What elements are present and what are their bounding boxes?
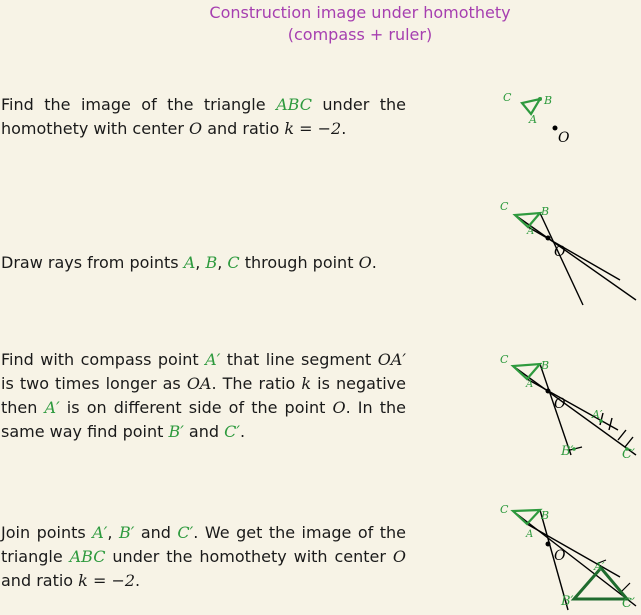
point-o [553, 126, 558, 131]
ray-from-c [513, 511, 636, 606]
ray-from-a [528, 227, 620, 280]
text-segment: is two times longer as [1, 374, 187, 393]
step-4-text [1, 521, 406, 593]
step-1-text [1, 93, 406, 141]
label-c: C [500, 200, 509, 213]
math-expression: O [392, 547, 407, 566]
text-segment: , [107, 523, 119, 542]
figure-step-1 [480, 80, 640, 160]
math-expression: O [332, 398, 346, 417]
label-a2: A′ [594, 560, 605, 573]
label-c: C [500, 353, 509, 366]
text-segment: Find with compass point [1, 350, 206, 369]
point-o [546, 389, 551, 394]
label-b: B [544, 94, 553, 107]
math-expression: k = −2 [78, 571, 136, 590]
text-segment: that line segment [220, 350, 378, 369]
label-a2: A′ [592, 408, 603, 421]
step-2-text [1, 251, 406, 275]
math-expression: C′ [224, 422, 240, 441]
triangle-abc [522, 99, 540, 114]
label-b: B [541, 205, 550, 218]
math-expression: B [205, 253, 218, 272]
label-o: O [554, 548, 566, 564]
math-expression: ABC [276, 95, 312, 114]
label-c: C [503, 91, 512, 104]
text-segment: is negative then [1, 374, 406, 417]
point-b [538, 97, 542, 101]
compass-mark-c2 [622, 583, 630, 591]
math-expression: ABC [69, 547, 106, 566]
label-c: C [500, 503, 509, 516]
math-expression: A [183, 253, 196, 272]
label-b: B [541, 359, 550, 372]
math-expression: C′ [177, 523, 194, 542]
text-segment: Draw rays from points [1, 253, 184, 272]
math-expression: A′ [205, 350, 221, 369]
text-segment: . [240, 422, 246, 441]
compass-mark-c2 [618, 430, 626, 440]
math-expression: C [227, 253, 240, 272]
label-b2: B′ [561, 594, 574, 609]
label-c2: C′ [622, 596, 635, 611]
label-a: A [529, 113, 537, 126]
text-segment: . [341, 119, 347, 138]
label-o: O [554, 396, 566, 412]
title-line-1: Construction image under homothety [209, 3, 511, 22]
text-segment: . In the same way find point [1, 398, 407, 441]
triangle-abc [515, 213, 540, 227]
text-segment: . [135, 571, 141, 590]
point-o [546, 236, 551, 241]
math-expression: OA′ [377, 350, 406, 369]
text-segment: , [195, 253, 206, 272]
page-title [140, 2, 580, 46]
step-3-text [1, 348, 406, 444]
text-segment: and [134, 523, 178, 542]
math-expression: A′ [44, 398, 60, 417]
label-a: A [526, 379, 534, 390]
math-expression: B′ [168, 422, 184, 441]
text-segment: and ratio [1, 571, 79, 590]
text-segment: and [183, 422, 225, 441]
math-expression: B′ [118, 523, 135, 542]
label-a: A [527, 226, 535, 237]
compass-mark-c2b [625, 437, 633, 447]
text-segment: . The ratio [211, 374, 302, 393]
text-segment: . We get the image of the triangle [1, 523, 407, 566]
text-segment: . [371, 253, 377, 272]
text-segment: through point [239, 253, 359, 272]
compass-mark-a2b [609, 418, 612, 430]
math-expression: k [301, 374, 312, 393]
math-expression: O [188, 119, 203, 138]
text-segment: , [217, 253, 228, 272]
text-segment: and ratio [202, 119, 285, 138]
text-segment: under the homothety with center [1, 95, 406, 138]
label-b2: B′ [561, 444, 574, 459]
title-line-2: (compass + ruler) [287, 25, 433, 44]
label-a: A [526, 529, 534, 540]
figure-step-2 [480, 190, 641, 320]
point-o [546, 542, 551, 547]
label-o: O [558, 130, 570, 146]
triangle-abc [513, 364, 540, 379]
math-expression: k = −2 [284, 119, 342, 138]
text-segment: is on different side of the point [59, 398, 333, 417]
math-expression: O [358, 253, 372, 272]
figure-step-4 [480, 495, 641, 615]
math-expression: A′ [92, 523, 108, 542]
label-o: O [554, 244, 566, 260]
figure-step-3 [480, 345, 641, 465]
text-segment: under the homothety with center [105, 547, 393, 566]
text-segment: Find the image of the triangle [1, 95, 277, 114]
label-b: B [541, 509, 550, 522]
text-segment: Join points [1, 523, 93, 542]
math-expression: OA [186, 374, 212, 393]
label-c2: C′ [622, 447, 635, 462]
